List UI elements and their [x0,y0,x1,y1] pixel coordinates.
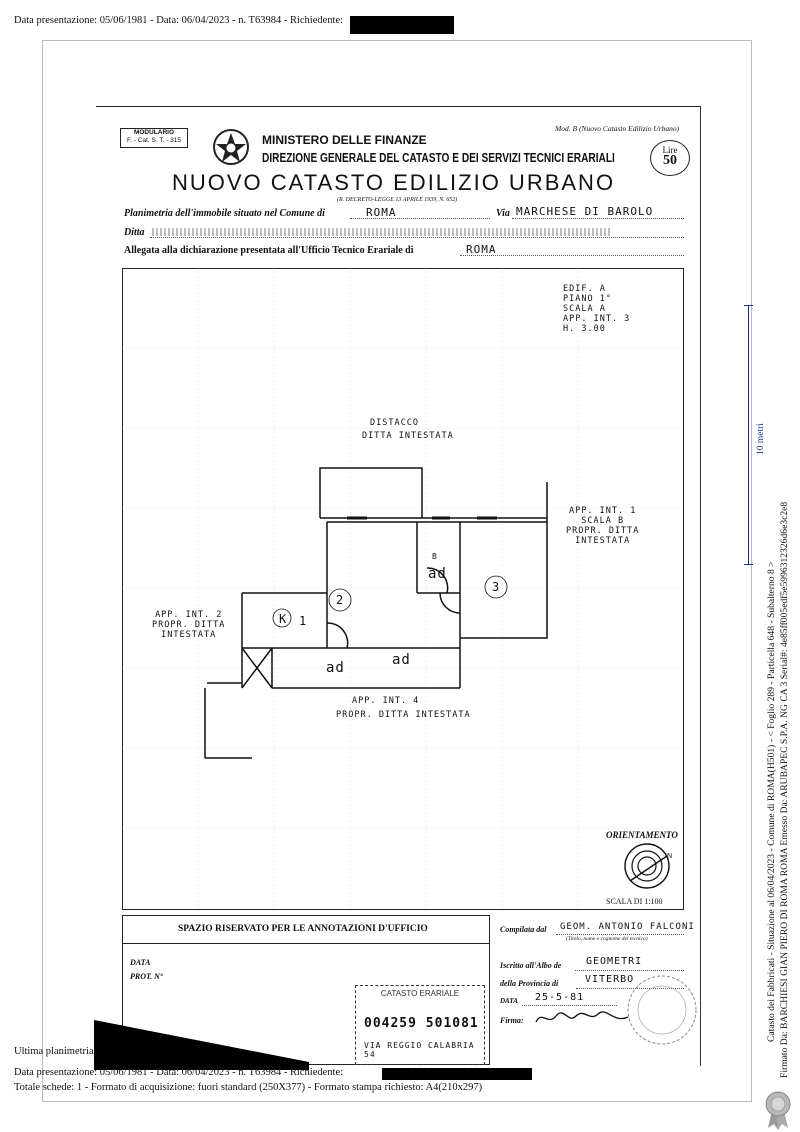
distacco-sub: DITTA INTESTATA [362,431,454,441]
note-edif: EDIF. A [563,284,606,294]
note-piano: PIANO 1° [563,294,612,304]
modulario-label: MODULARIO [133,129,175,136]
data-label: DATA [130,958,151,967]
lire-stamp [650,140,690,176]
modulario-box [120,128,188,148]
side-text-2: Firmato Da: BARCHIESI GIAN PIERO DI ROMA ROMA Emesso Da: ARUBAPEC S.P.A. NG CA 3 Serial#: 4e85ff005edf5e5996312326d6e3c2e8 [779,501,790,1078]
app2-line2: PROPR. DITTA [152,620,226,630]
room-2-label: 2 [336,593,345,607]
ad-label-2: ad [326,660,345,676]
stamp-line1: CATASTO ERARIALE [380,989,460,998]
compilata-label: Compilata dal [500,925,547,934]
ultima-planimetria: Ultima planimetria [14,1046,94,1057]
data2-value: 25-5-81 [535,992,585,1003]
mod-b-text: Mod. B (Nuovo Catasto Edilizio Urbano) [555,124,680,133]
via-label: Via [496,208,510,219]
side-text-1: Catasto dei Fabbricati - Situazione al 06/04/2023 - Comune di ROMA(H501) - < Foglio 289 - Particella 648 - Subalterno 8 > [766,561,777,1042]
footer-line2: Totale schede: 1 - Formato di acquisizione: fuori standard (250X377) - Formato stampa richiesto: A4(210x297) [14,1082,483,1093]
compilata-sub: (Titolo, nome e cognome del tecnico) [566,936,648,942]
scala-label: SCALA DI 1:100 [606,897,663,906]
spazio-title: SPAZIO RISERVATO PER LE ANNOTAZIONI D'UFFICIO [178,924,428,934]
room-b-label: B [432,552,438,561]
app1-line2: SCALA B [581,516,625,526]
app1-line4: INTESTATA [575,536,631,546]
footer-redacted-box [382,1068,532,1080]
republic-emblem-icon [210,127,252,167]
app1-block [566,506,639,546]
via-value: MARCHESE DI BAROLO [516,205,654,218]
lire-label: Lire [662,145,678,155]
form-title: NUOVO CATASTO EDILIZIO URBANO [172,170,616,195]
scale-meters-label: 10 metri [756,423,766,455]
allegata-value: ROMA [466,243,497,256]
note-app: APP. INT. 3 [563,314,631,324]
modulario-code: F. - Cat. S. T. - 315 [126,137,182,144]
stamp-number: 004259 [364,1016,417,1031]
ditta-line [150,237,684,238]
app2-block [152,610,225,640]
app4-sub: PROPR. DITTA INTESTATA [336,710,471,720]
office-stamp [355,985,485,1065]
plan-notes [563,284,630,334]
iscritto-label: Iscritto all'Albo de [500,961,562,970]
app1-line3: PROPR. DITTA [566,526,640,536]
professional-seal-graphic [620,970,700,1050]
data2-label: DATA [500,997,518,1005]
room-k-label: K [279,612,288,626]
scale-bar-tick-top [744,305,753,306]
iscritto-value: GEOMETRI [586,956,643,967]
ministry-title: MINISTERO DELLE FINANZE [262,133,427,147]
provincia-value: VITERBO [585,974,635,985]
stamp-line2: VIA REGGIO CALABRIA 54 [364,1041,475,1059]
firma-label: Firma: [500,1016,524,1025]
compilata-value: GEOM. ANTONIO FALCONI [560,922,695,932]
ad-label-3: ad [392,652,411,668]
via-line [512,218,684,219]
app4-label: APP. INT. 4 [352,696,420,706]
direction-title: DIREZIONE GENERALE DEL CATASTO E DEI SERVIZI TECNICI ERARIALI [262,150,615,165]
floor-plan [122,268,684,910]
ditta-obscured [152,228,612,236]
app2-line1: APP. INT. 2 [155,610,223,620]
provincia-label: della Provincia di [500,979,559,988]
redacted-box [350,16,454,34]
decree-text: (R. DECRETO-LEGGE 13 APRILE 1939, N. 652) [337,197,458,203]
app1-line1: APP. INT. 1 [569,506,637,516]
header-top-text: Data presentazione: 05/06/1981 - Data: 06/04/2023 - n. T63984 - Richiedente: [14,15,344,26]
room-k-number: 1 [299,614,308,628]
allegata-label: Allegata alla dichiarazione presentata all'Ufficio Tecnico Erariale di [124,245,414,256]
certificate-ribbon-icon [762,1090,794,1130]
compilata-line [556,934,684,935]
orientamento-label: ORIENTAMENTO [606,830,678,840]
app2-line3: INTESTATA [161,630,217,640]
redaction-wedge [94,1020,354,1070]
north-label: N [667,853,673,860]
scale-bar-tick-bottom [744,564,753,565]
ad-label-1: ad [428,566,447,582]
ditta-label: Ditta [124,227,145,238]
top-rule [96,106,700,107]
lire-value: 50 [663,153,677,168]
planimetria-label: Planimetria dell'immobile situato nel Comune di [124,208,325,219]
prot-label: PROT. N° [130,972,164,981]
room-3-label: 3 [492,580,501,594]
note-h: H. 3.00 [563,324,606,334]
right-rule [700,106,701,1066]
stamp-number2: 501081 [425,1016,479,1031]
compass-icon [625,844,669,888]
note-scala: SCALA A [563,304,606,314]
distacco-label: DISTACCO [370,418,419,428]
scale-bar [748,305,749,565]
signature-graphic [532,1008,632,1028]
footer-line1: Data presentazione: 05/06/1981 - Data: 06/04/2023 - n. T63984 - Richiedente: [14,1067,344,1078]
data2-line [522,1005,617,1006]
comune-value: ROMA [366,206,397,219]
annotations-divider [122,943,490,944]
